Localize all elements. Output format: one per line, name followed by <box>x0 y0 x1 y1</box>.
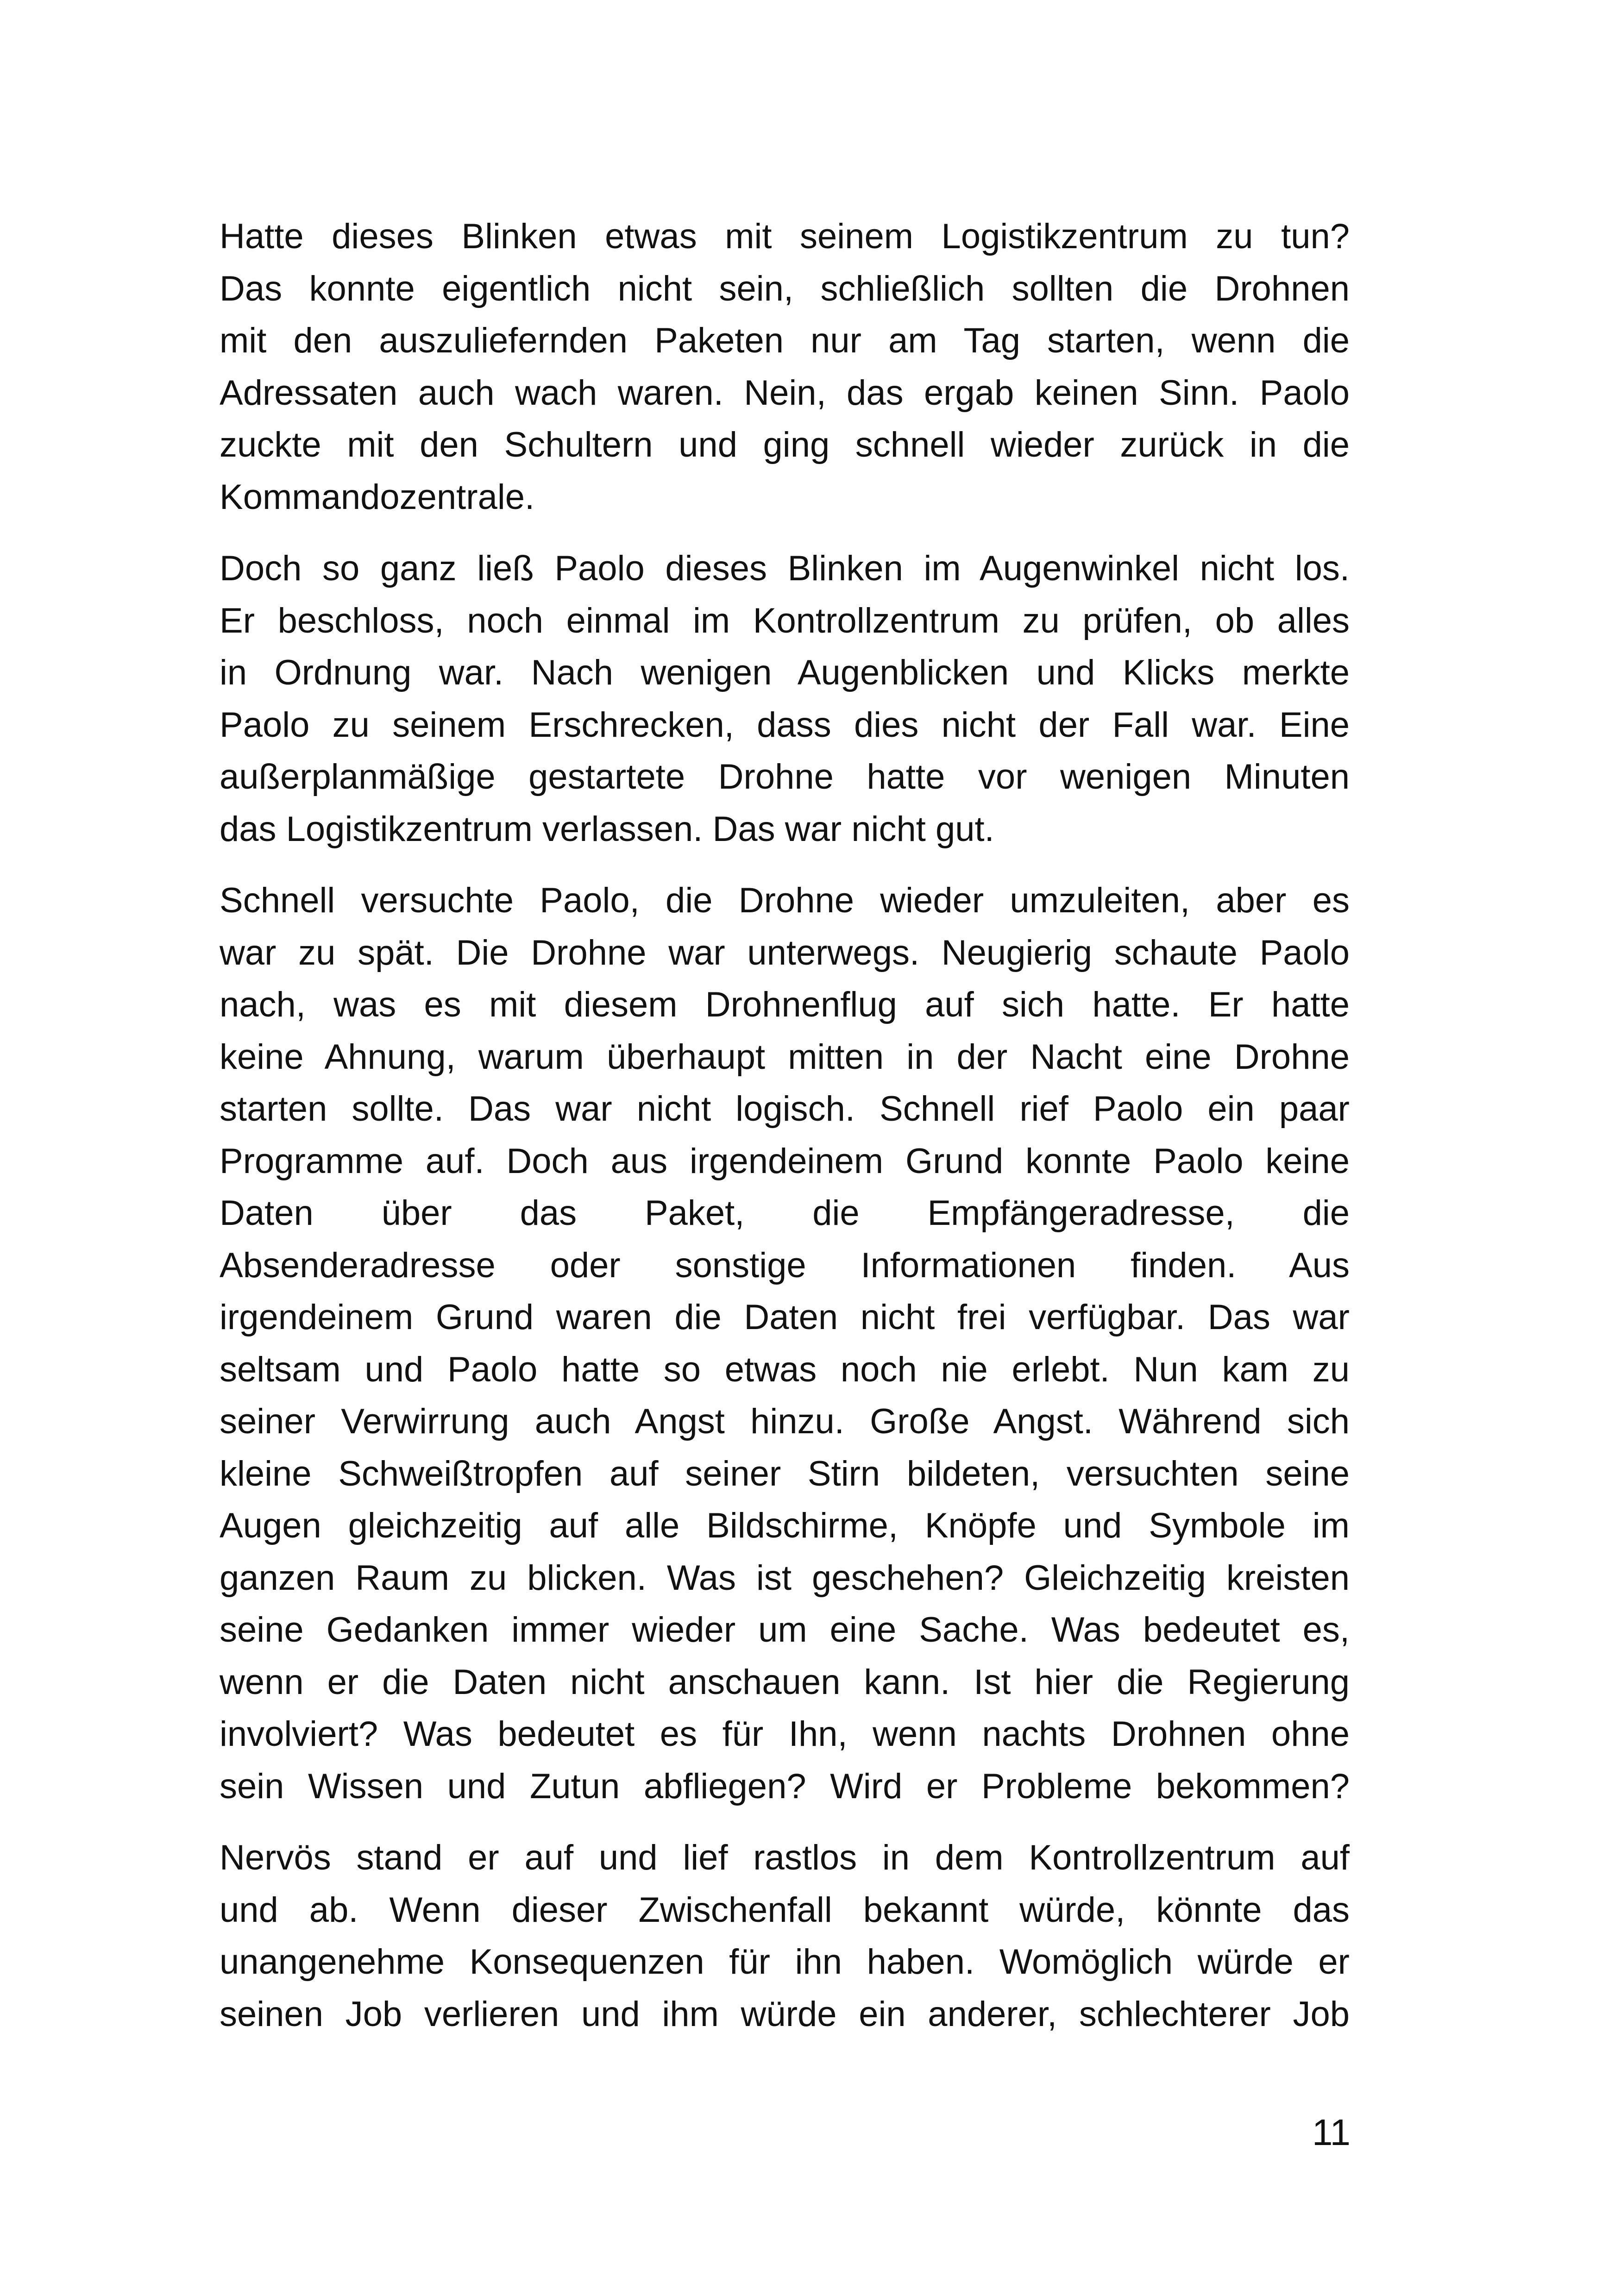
text-line: ganzen Raum zu blicken. Was ist geschehen? Gleichzeitig kreisten <box>220 1558 1350 1598</box>
text-line: irgendeinem Grund waren die Daten nicht frei verfügbar. Das war <box>220 1298 1350 1337</box>
text-line: seiner Verwirrung auch Angst hinzu. Große Angst. Während sich <box>220 1402 1350 1441</box>
text-line: sein Wissen und Zutun abfliegen? Wird er Probleme bekommen? <box>220 1766 1350 1806</box>
text-line: unangenehme Konsequenzen für ihn haben. Womöglich würde er <box>220 1942 1350 1982</box>
page-number: 11 <box>1312 2112 1351 2153</box>
text-line: Adressaten auch wach waren. Nein, das ergab keinen Sinn. Paolo <box>220 373 1350 413</box>
text-line: war zu spät. Die Drohne war unterwegs. Neugierig schaute Paolo <box>220 933 1350 972</box>
text-line: in Ordnung war. Nach wenigen Augenblicken und Klicks merkte <box>220 653 1350 692</box>
text-line: seltsam und Paolo hatte so etwas noch nie erlebt. Nun kam zu <box>220 1349 1350 1389</box>
text-line: seine Gedanken immer wieder um eine Sache. Was bedeutet es, <box>220 1610 1350 1650</box>
paragraph-4 <box>220 1832 1350 2040</box>
text-line: Nervös stand er auf und lief rastlos in dem Kontrollzentrum auf <box>220 1838 1350 1877</box>
text-line: keine Ahnung, warum überhaupt mitten in der Nacht eine Drohne <box>220 1037 1350 1077</box>
text-line: Paolo zu seinem Erschrecken, dass dies nicht der Fall war. Eine <box>220 705 1350 745</box>
text-line: Programme auf. Doch aus irgendeinem Grund konnte Paolo keine <box>220 1141 1350 1181</box>
text-line: und ab. Wenn dieser Zwischenfall bekannt würde, könnte das <box>220 1890 1350 1930</box>
text-line: kleine Schweißtropfen auf seiner Stirn bildeten, versuchten seine <box>220 1454 1350 1493</box>
text-line: wenn er die Daten nicht anschauen kann. Ist hier die Regierung <box>220 1662 1350 1702</box>
text-line: starten sollte. Das war nicht logisch. Schnell rief Paolo ein paar <box>220 1089 1350 1129</box>
text-line: außerplanmäßige gestartete Drohne hatte vor wenigen Minuten <box>220 757 1350 797</box>
paragraph-1 <box>220 211 1350 523</box>
text-line: Absenderadresse oder sonstige Informationen finden. Aus <box>220 1245 1350 1285</box>
text-line: nach, was es mit diesem Drohnenflug auf sich hatte. Er hatte <box>220 985 1350 1024</box>
text-line: mit den auszuliefernden Paketen nur am Tag starten, wenn die <box>220 321 1350 360</box>
text-line: Daten über das Paket, die Empfängeradresse, die <box>220 1193 1350 1233</box>
text-line: Doch so ganz ließ Paolo dieses Blinken im Augenwinkel nicht los. <box>220 549 1350 588</box>
text-line: seinen Job verlieren und ihm würde ein anderer, schlechterer Job <box>220 1994 1350 2034</box>
body-text <box>220 211 1350 2060</box>
text-line: Das konnte eigentlich nicht sein, schließlich sollten die Drohnen <box>220 269 1350 308</box>
text-line: Hatte dieses Blinken etwas mit seinem Logistikzentrum zu tun? <box>220 217 1350 256</box>
text-line: zuckte mit den Schultern und ging schnell wieder zurück in die <box>220 425 1350 464</box>
text-line: Schnell versuchte Paolo, die Drohne wieder umzuleiten, aber es <box>220 881 1350 920</box>
text-line: Kommandozentrale. <box>220 477 535 517</box>
text-line: Er beschloss, noch einmal im Kontrollzentrum zu prüfen, ob alles <box>220 601 1350 640</box>
text-line: das Logistikzentrum verlassen. Das war nicht gut. <box>220 809 994 849</box>
text-line: involviert? Was bedeutet es für Ihn, wenn nachts Drohnen ohne <box>220 1714 1350 1754</box>
paragraph-3 <box>220 875 1350 1813</box>
text-line: Augen gleichzeitig auf alle Bildschirme, Knöpfe und Symbole im <box>220 1506 1350 1545</box>
paragraph-2 <box>220 543 1350 855</box>
